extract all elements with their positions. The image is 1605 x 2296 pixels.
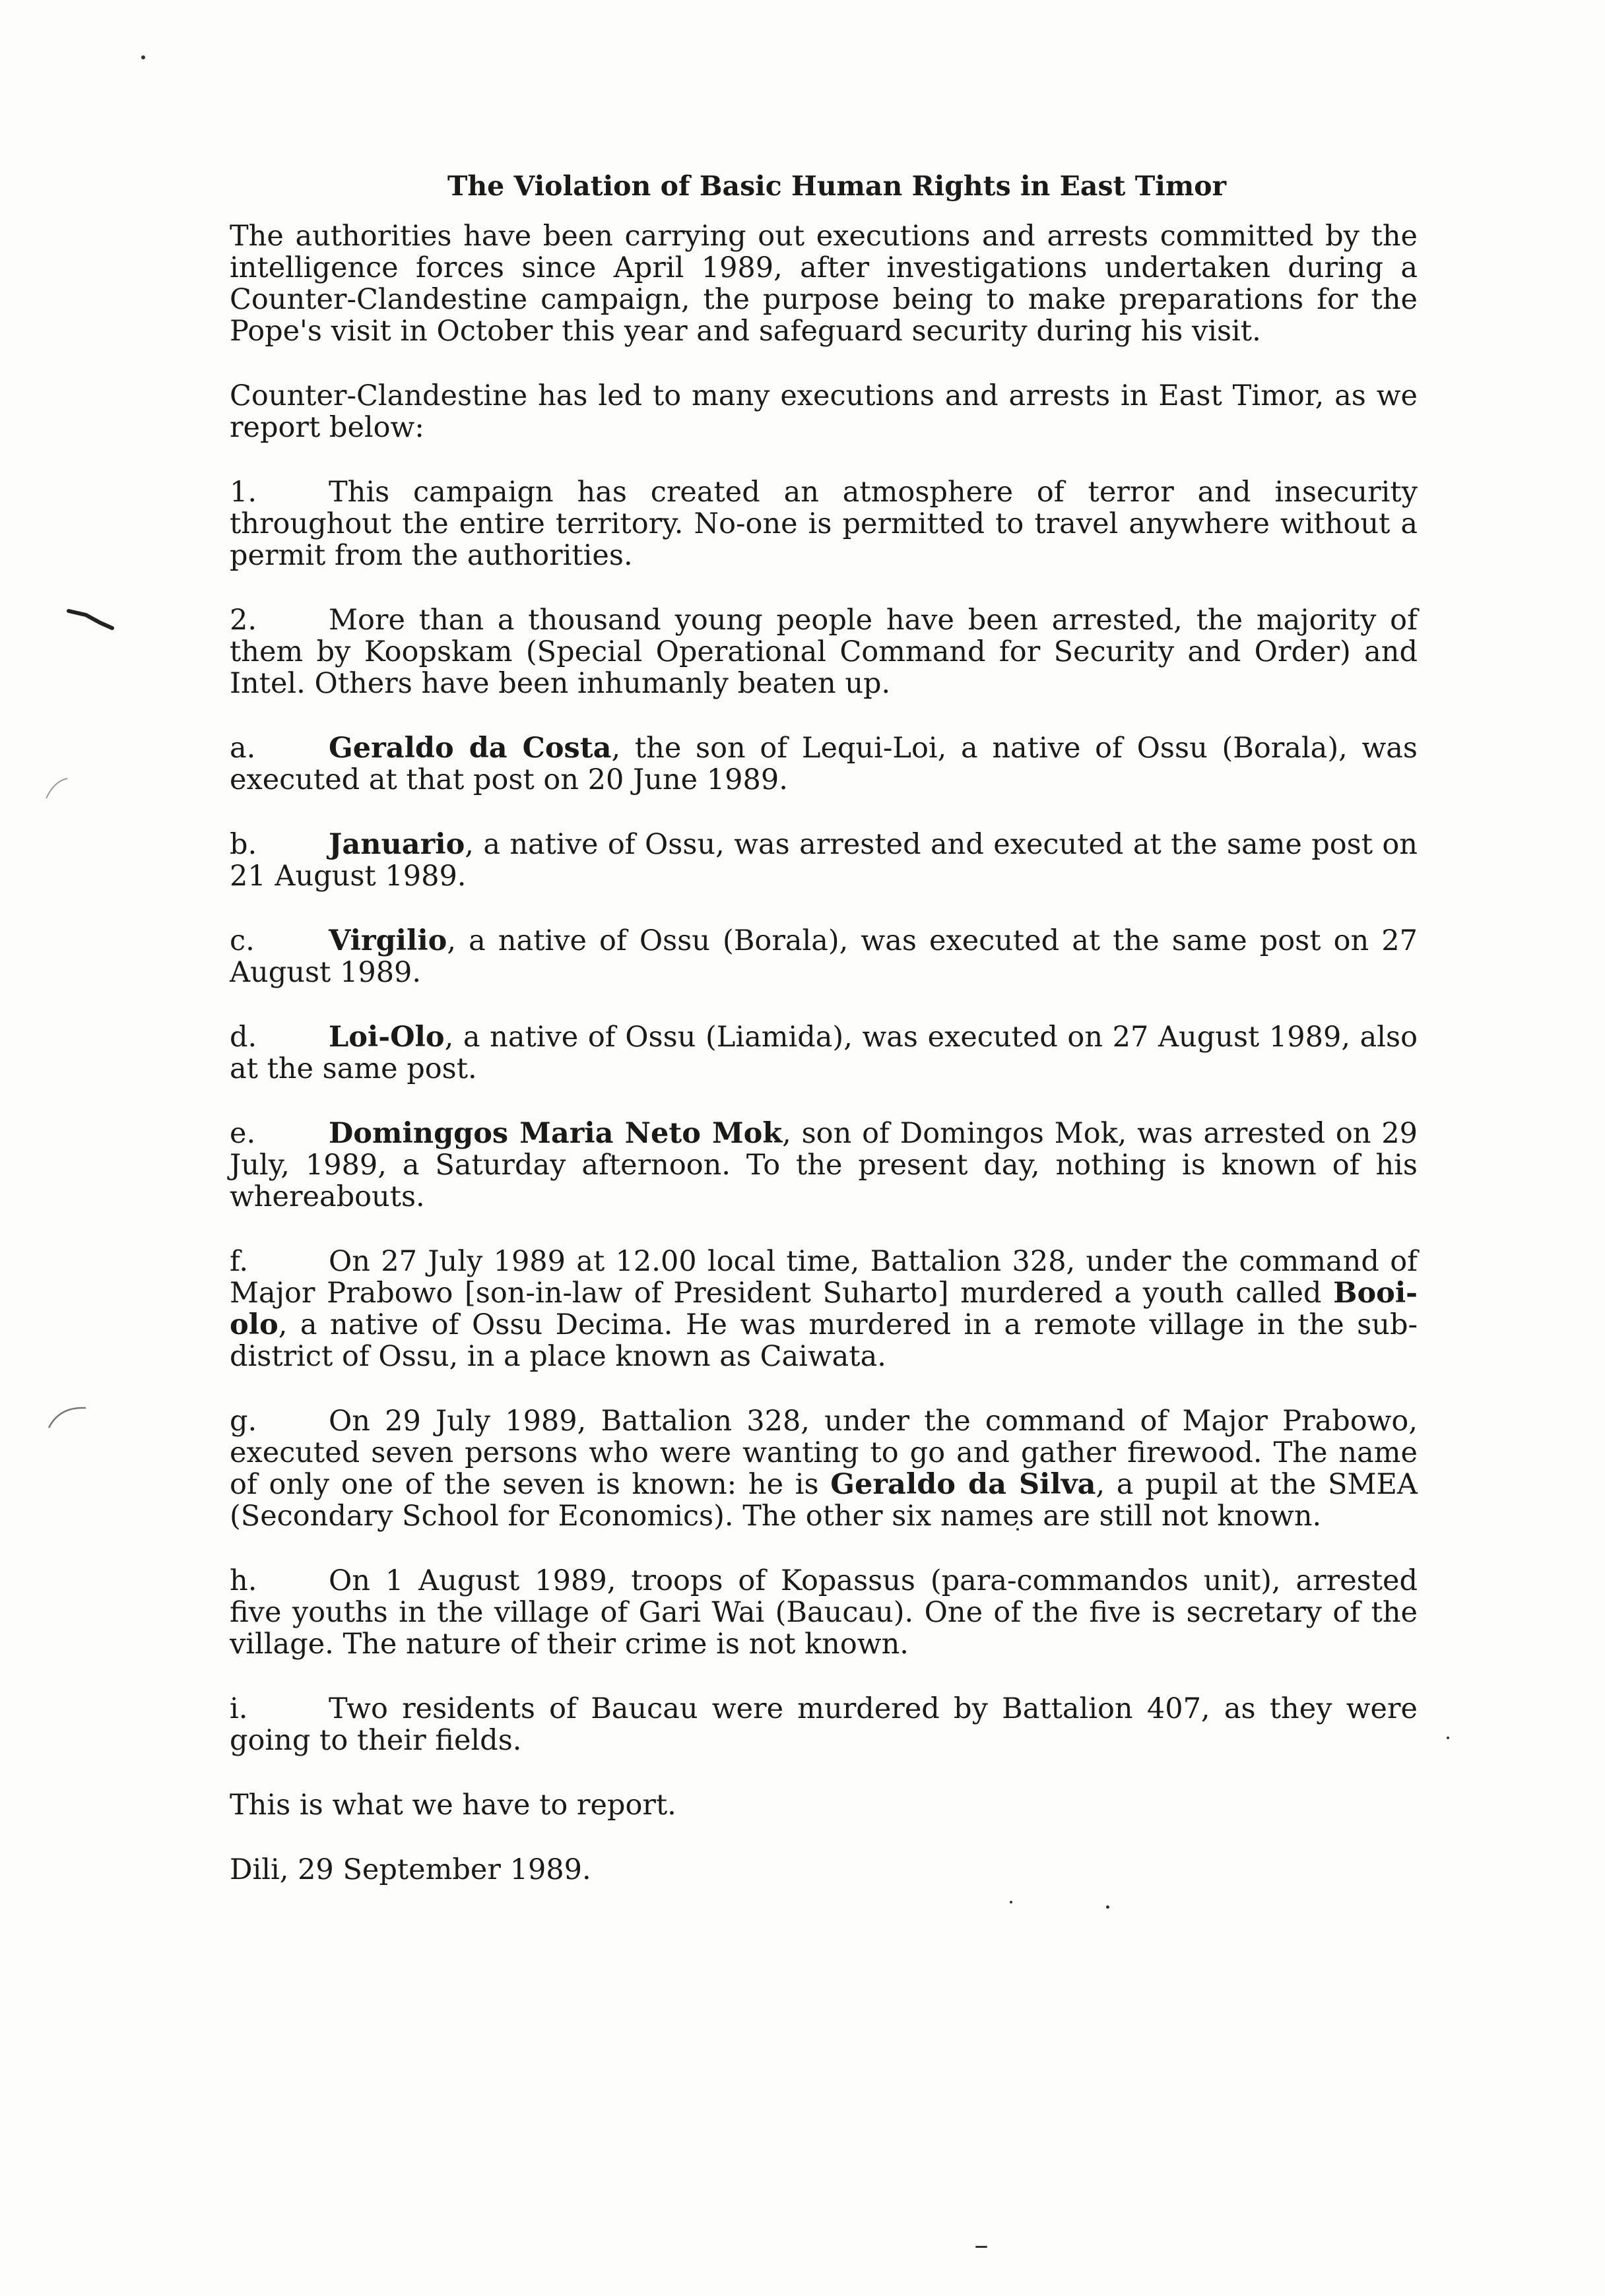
signoff-date: Dili, 29 September 1989.: [230, 1853, 591, 1886]
list-item: [230, 604, 1418, 699]
victim-name: Loi-Olo: [329, 1021, 445, 1054]
list-item: [230, 1246, 1418, 1372]
item-text: , a native of Ossu Decima. He was murdered in a remote village in the sub-district of Ossu, in a place known as Caiwata.: [230, 1308, 1418, 1373]
scan-mark: [46, 1404, 92, 1430]
item-text: , son of Domingos Mok, was arrested on 29 July, 1989, a Saturday afternoon. To the present day, nothing is known of his whereabouts.: [230, 1117, 1418, 1213]
list-item: [230, 925, 1418, 988]
list-item: [230, 1693, 1418, 1756]
item-text: This campaign has created an atmosphere of terror and insecurity throughout the entire territory. No-one is permitted to travel anywhere without a permit from the authorities.: [230, 476, 1418, 572]
victim-name: Dominggos Maria Neto Mok: [329, 1117, 783, 1150]
item-marker: i.: [230, 1692, 248, 1725]
item-marker: e.: [230, 1117, 256, 1150]
item-text: , a native of Ossu (Liamida), was executed on 27 August 1989, also at the same post.: [230, 1021, 1418, 1085]
intro-paragraph: The authorities have been carrying out executions and arrests committed by the intelligence forces since April 1989, after investigations undertaken during a Counter-Clandestine campaign, the purpose being to make preparations for the Pope's visit in October this year and safeguard security during his visit.: [230, 220, 1418, 348]
item-marker: c.: [230, 924, 255, 957]
intro-paragraph: Counter-Clandestine has led to many executions and arrests in East Timor, as we report below:: [230, 379, 1418, 444]
item-marker: d.: [230, 1021, 257, 1054]
victim-name: Januario: [329, 828, 465, 861]
document-body: [230, 170, 1418, 1919]
item-text: On 1 August 1989, troops of Kopassus (para-commandos unit), arrested five youths in the village of Gari Wai (Baucau). One of the five is secretary of the village. The nature of their crime is not known.: [230, 1564, 1418, 1661]
victim-name: Geraldo da Costa: [329, 732, 612, 765]
list-item: [230, 476, 1418, 571]
item-marker: a.: [230, 732, 256, 765]
scan-speck: [141, 55, 145, 59]
list-item: [230, 732, 1418, 796]
scan-mark: [44, 776, 70, 802]
item-text: Two residents of Baucau were murdered by Battalion 407, as they were going to their fields.: [230, 1692, 1418, 1757]
list-item: [230, 1021, 1418, 1085]
document-title: The Violation of Basic Human Rights in East Timor: [447, 170, 1227, 202]
item-marker: 2.: [230, 604, 257, 637]
item-text: , a native of Ossu (Borala), was executed at the same post on 27 August 1989.: [230, 924, 1418, 989]
victim-name: Virgilio: [329, 924, 447, 957]
victim-name: Booi-olo: [230, 1277, 1418, 1341]
scan-mark: [66, 606, 119, 632]
item-marker: b.: [230, 828, 257, 861]
scan-speck: [1447, 1737, 1449, 1739]
item-text: On 29 July 1989, Battalion 328, under the command of Major Prabowo, executed seven persons who were wanting to go and gather firewood. The name of only one of the seven is known: he is: [230, 1405, 1418, 1501]
item-text: , a native of Ossu, was arrested and executed at the same post on 21 August 1989.: [230, 828, 1418, 893]
list-item: [230, 829, 1418, 892]
item-marker: h.: [230, 1564, 257, 1597]
item-text: On 27 July 1989 at 12.00 local time, Battalion 328, under the command of Major Prabowo [son-in-law of President Suharto] murdered a youth called: [230, 1245, 1418, 1310]
scan-speck: [975, 2246, 987, 2248]
closing-statement: This is what we have to report.: [230, 1789, 676, 1822]
victim-name: Geraldo da Silva: [830, 1468, 1096, 1501]
item-marker: 1.: [230, 476, 257, 509]
item-text: More than a thousand young people have been arrested, the majority of them by Koopskam (Special Operational Command for Security and Order) and Intel. Others have been inhumanly beaten up.: [230, 604, 1418, 700]
item-text: , the son of Lequi-Loi, a native of Ossu (Borala), was executed at that post on 20 June 1989.: [230, 732, 1418, 796]
item-marker: f.: [230, 1245, 249, 1278]
list-item: [230, 1565, 1418, 1660]
list-item: [230, 1118, 1418, 1213]
item-marker: g.: [230, 1405, 257, 1438]
item-text: , a pupil at the SMEA (Secondary School for Economics). The other six names are still not known.: [230, 1468, 1418, 1533]
list-item: [230, 1405, 1418, 1532]
